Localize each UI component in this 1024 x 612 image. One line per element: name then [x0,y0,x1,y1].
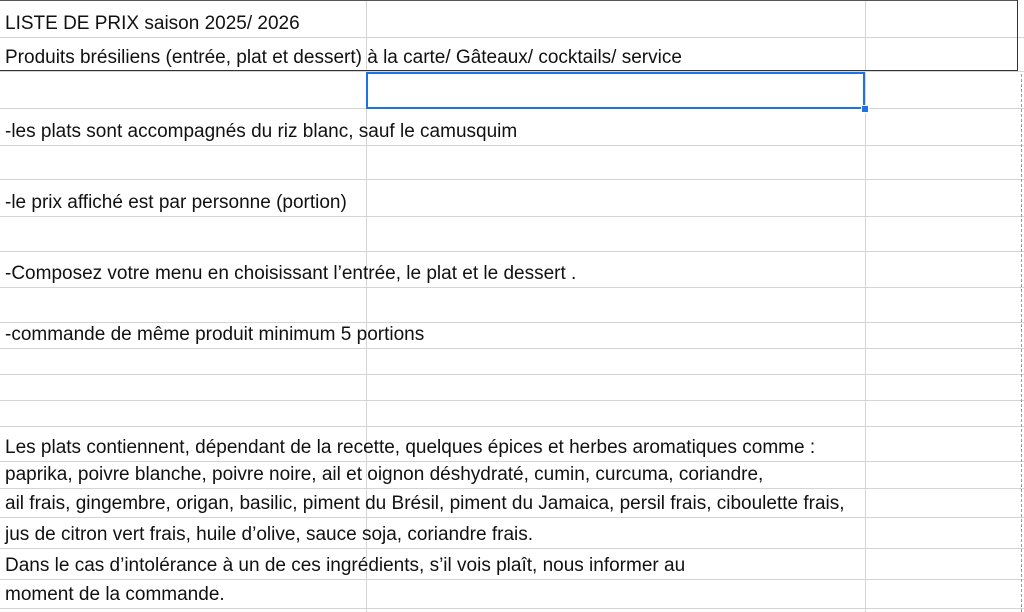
cell-a6[interactable]: -le prix affiché est par personne (portion) [5,192,347,213]
row-14[interactable] [0,426,1024,461]
cell-a10[interactable]: -commande de même produit minimum 5 portions [5,324,425,345]
row-18[interactable] [0,548,1024,579]
cell-a15[interactable]: paprika, poivre blanche, poivre noire, ail et oignon déshydraté, cumin, curcuma, coriandre, [5,464,764,485]
cell-a14[interactable]: Les plats contiennent, dépendant de la recette, quelques épices et herbes aromatiques comme : [5,437,816,458]
cell-a4[interactable]: -les plats sont accompagnés du riz blanc, sauf le camusquim [5,121,518,142]
cell-a16[interactable]: ail frais, gingembre, origan, basilic, piment du Brésil, piment du Jamaica, persil frais, ciboulette frais, [5,493,845,514]
row-16[interactable] [0,488,1024,517]
row-10[interactable] [0,322,1024,348]
row-7[interactable] [0,216,1024,251]
row-8[interactable] [0,251,1024,287]
cell-a17[interactable]: jus de citron vert frais, huile d’olive, sauce soja, coriandre frais. [5,524,534,545]
row-13[interactable] [0,400,1024,426]
title-block-border [0,0,1018,71]
cell-a19[interactable]: moment de la commande. [5,584,225,605]
selected-cell[interactable] [366,72,865,109]
row-12[interactable] [0,374,1024,400]
fill-handle[interactable] [861,105,869,113]
row-11[interactable] [0,348,1024,374]
page-break-line [1021,74,1022,612]
cell-a18[interactable]: Dans le cas d’intolérance à un de ces ingrédients, s’il vois plaît, nous informer au [5,555,686,576]
cell-a8[interactable]: -Composez votre menu en choisissant l’entrée, le plat et le dessert . [5,263,577,284]
row-9[interactable] [0,287,1024,322]
cell-a2[interactable]: Produits brésiliens (entrée, plat et dessert) à la carte/ Gâteaux/ cocktails/ service [5,47,682,68]
row-4[interactable] [0,108,1024,145]
row-19[interactable] [0,579,1024,608]
row-15[interactable] [0,461,1024,488]
cell-a1[interactable]: LISTE DE PRIX saison 2025/ 2026 [5,13,300,34]
row-20[interactable] [0,608,1024,612]
row-17[interactable] [0,517,1024,548]
row-5[interactable] [0,145,1024,179]
row-6[interactable] [0,179,1024,216]
